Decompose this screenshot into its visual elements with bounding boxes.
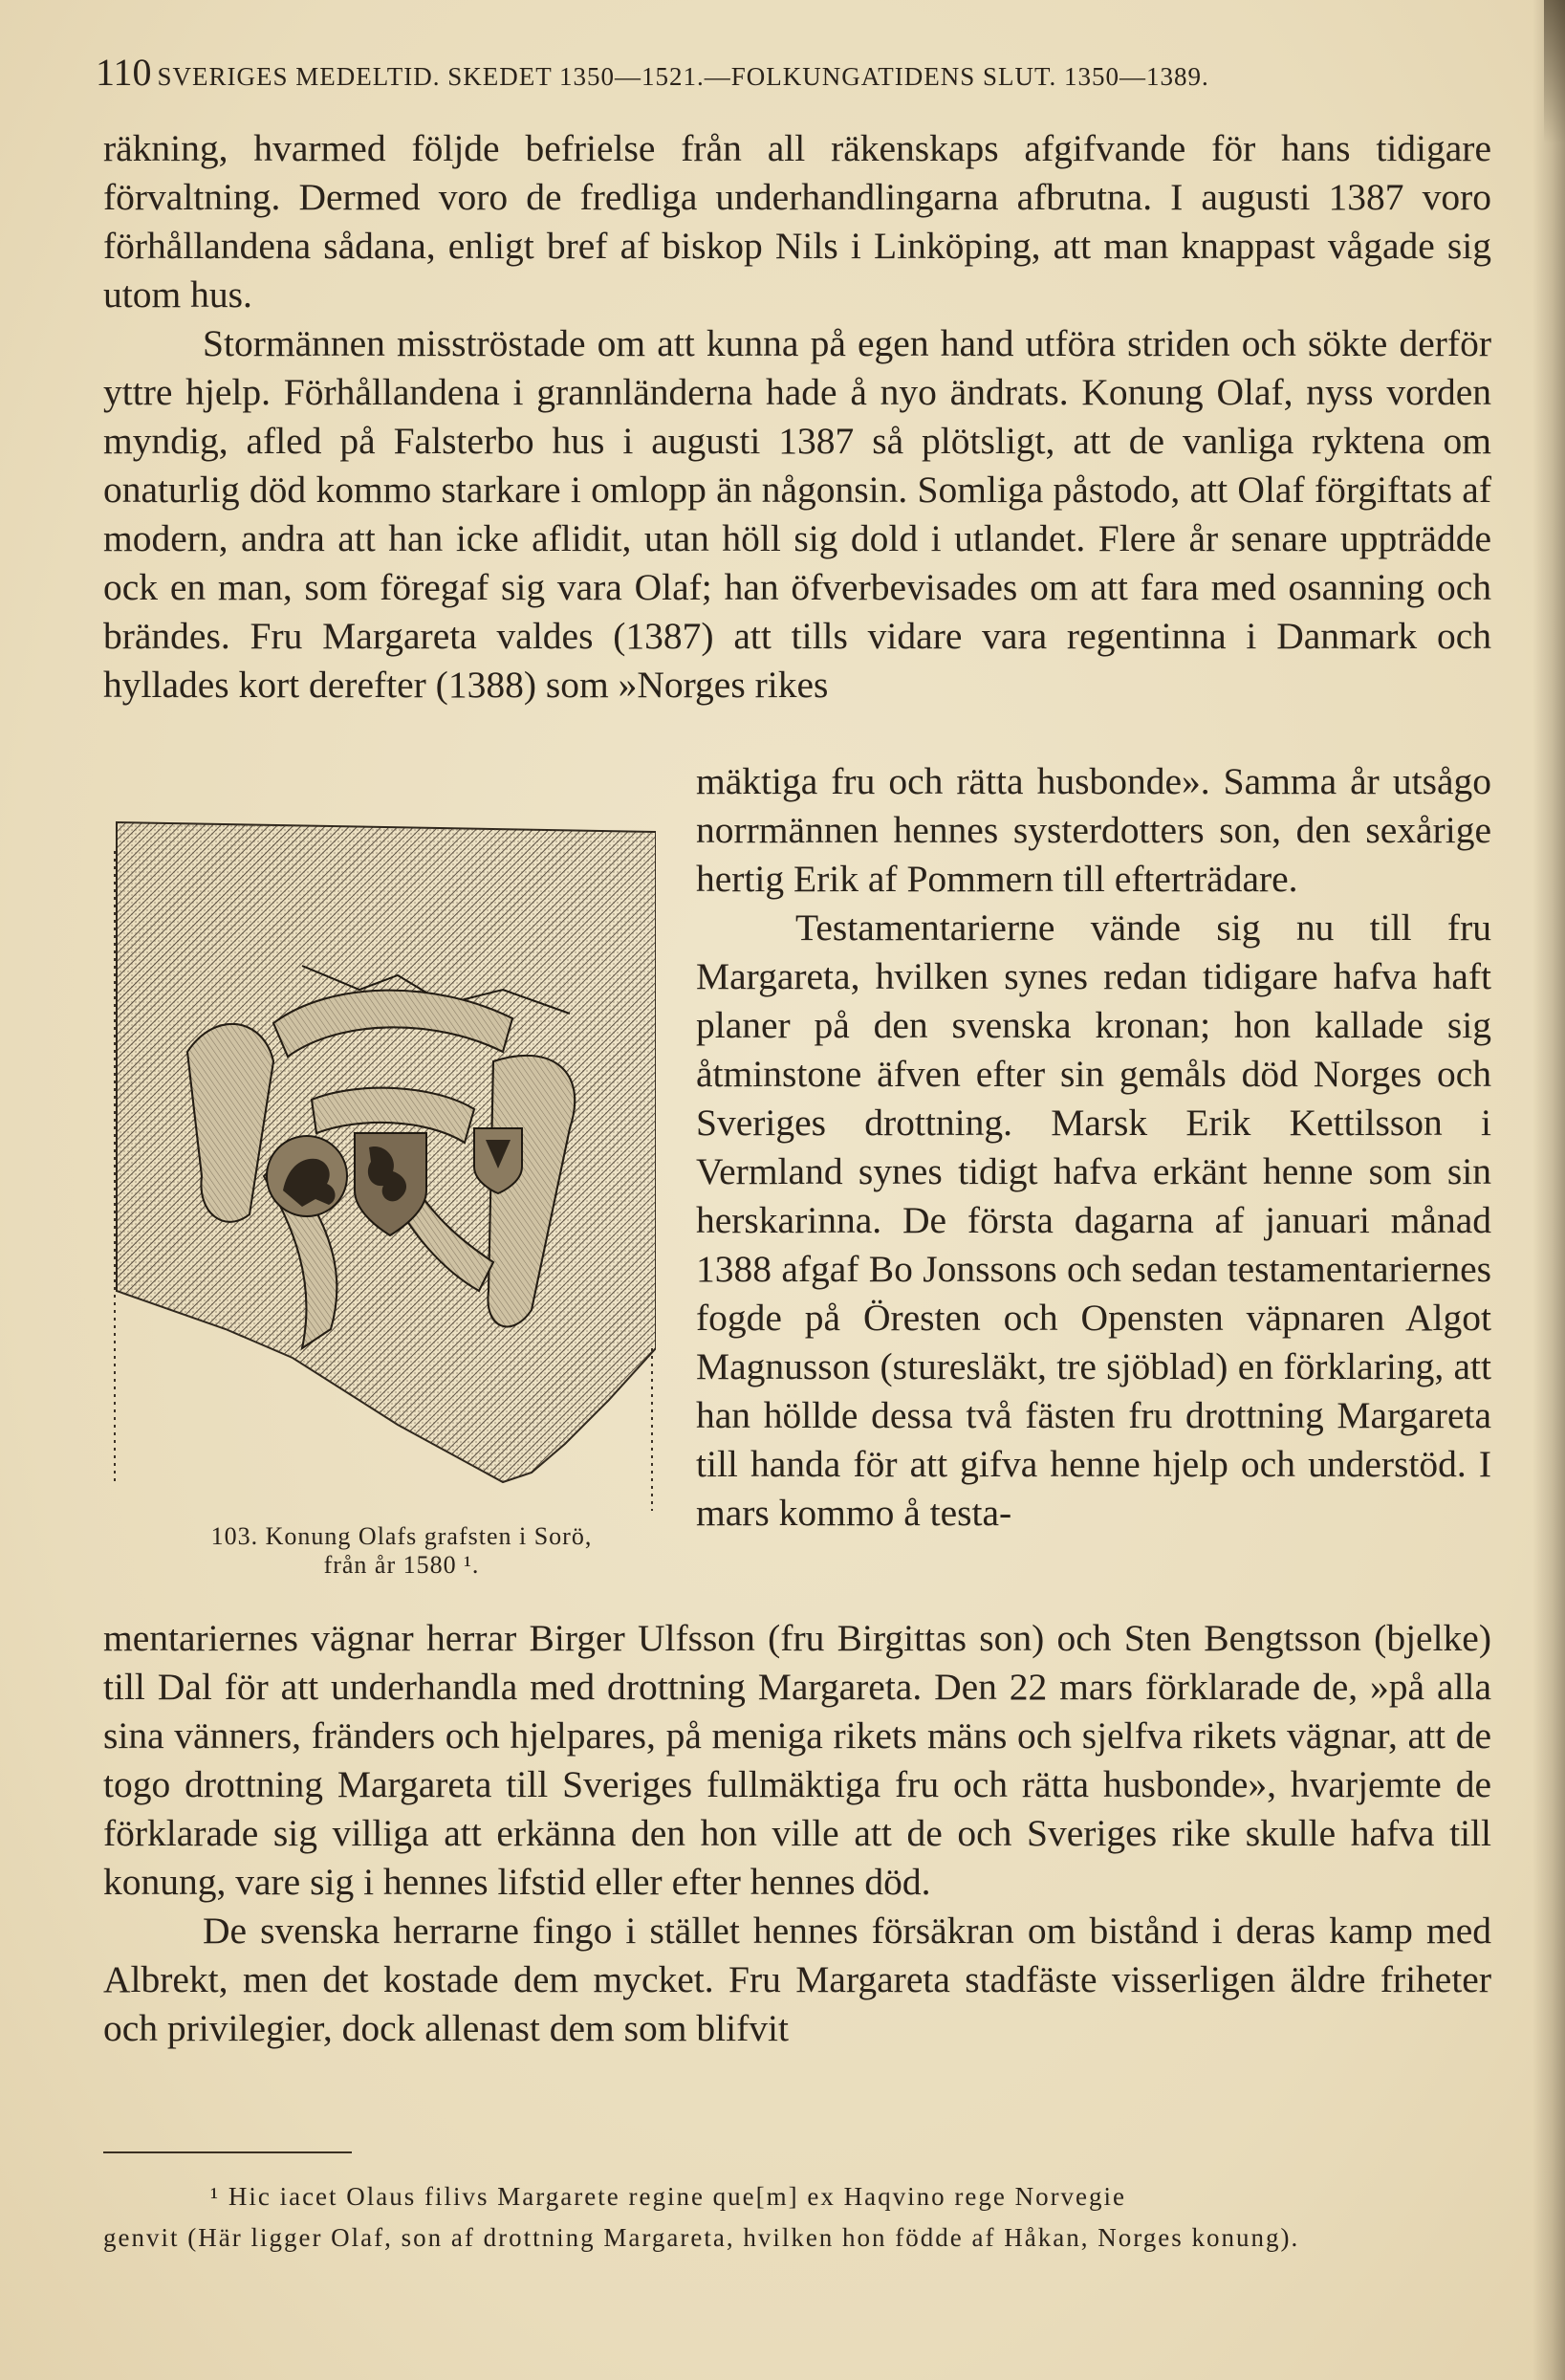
footnote-rule	[103, 2151, 352, 2153]
footnote-line: genvit (Här ligger Olaf, son af drottning Margareta, hvilken hon födde af Håkan, Norges konung).	[103, 2223, 1300, 2252]
figure-caption-line: 103. Konung Olafs grafsten i Sorö,	[210, 1522, 593, 1550]
gravestone-engraving	[111, 813, 656, 1520]
gravestone-illustration	[111, 813, 656, 1520]
paragraph: De svenska herrarne fingo i stället hennes försäkran om bistånd i deras kamp med Albrekt, men det kostade dem mycket. Fru Margareta stadfäste visserligen äldre friheter och privilegier, dock allenast dem som blifvit	[103, 1910, 1491, 2049]
running-head-title: SVERIGES MEDELTID. SKEDET 1350—1521.—FOLKUNGATIDENS SLUT. 1350—1389.	[157, 62, 1209, 91]
figure-caption-line: från år 1580 ¹.	[323, 1551, 480, 1579]
paragraph: mäktiga fru och rätta husbonde». Samma år utsågo norrmännen hennes systerdotters son, den sexårige hertig Erik af Pommern till efterträdare.	[696, 760, 1491, 900]
page-number: 110	[96, 51, 152, 94]
lion-medallion	[267, 1136, 347, 1216]
page-edge-shadow	[1532, 0, 1565, 2380]
body-text-bottom	[103, 1614, 1491, 2053]
running-head	[96, 50, 1530, 95]
footnote-line: ¹ Hic iacet Olaus filivs Margarete regine que[m] ex Haqvino rege Norvegie	[210, 2182, 1127, 2211]
page-corner-shade	[1544, 0, 1565, 143]
figure-caption	[134, 1522, 669, 1580]
body-text-beside-figure	[696, 757, 1491, 1538]
paragraph: Stormännen misströstade om att kunna på egen hand utföra striden och sökte derför yttre hjelp. Förhållandena i grannländerna hade å nyo ändrats. Konung Olaf, nyss vorden myndig, afled på Falsterbo hus i augusti 1387 så plötsligt, att de vanliga ryktena om onaturlig död kommo starkare i omlopp än någonsin. Somliga påstodo, att Olaf förgiftats af modern, andra att han icke aflidit, utan höll sig dold i utlandet. Flere år senare uppträdde ock en man, som föregaf sig vara Olaf; han öfverbevisades om att fara med osanning och brändes. Fru Margareta valdes (1387) att tills vidare vara regentinna i Danmark och hyllades kort derefter (1388) som »Norges rikes	[103, 322, 1491, 706]
paragraph: räkning, hvarmed följde befrielse från all räkenskaps afgifvande för hans tidigare förvaltning. Dermed voro de fredliga underhandlingarna afbrutna. I augusti 1387 voro förhållandena sådana, enligt bref af biskop Nils i Linköping, att man knappast vågade sig utom hus.	[103, 127, 1491, 316]
body-text-top	[103, 124, 1491, 710]
footnote	[103, 2176, 1499, 2259]
paragraph: Testamentarierne vände sig nu till fru Margareta, hvilken synes redan tidigare hafva haft planer på den svenska kronan; hon kallade sig åtminstone äfven efter sin gemåls död Norges och Sveriges drottning. Marsk Erik Kettilsson i Vermland synes tidigt hafva erkänt henne som sin herskarinna. De första dagarna af januari månad 1388 afgaf Bo Jonssons och sedan testamentariernes fogde på Öresten och Opensten väpnaren Algot Magnusson (sturesläkt, tre sjöblad) en förklaring, att han höllde dessa två fästen fru drottning Margareta till handa för att gifva henne hjelp och understöd. I mars kommo å testa-	[696, 906, 1491, 1534]
paragraph: mentariernes vägnar herrar Birger Ulfsson (fru Birgittas son) och Sten Bengtsson (bjelke) till Dal för att underhandla med drottning Margareta. Den 22 mars förklarade de, »på alla sina vänners, fränders och hjelpares, på meniga rikets mäns och sjelfva rikets vägnar, att de togo drottning Margareta till Sveriges fullmäktiga fru och rätta husbonde», hvarjemte de förklarade sig villiga att erkänna den hon ville att de och Sveriges rike skulle hafva till konung, vare sig i hennes lifstid eller efter hennes död.	[103, 1617, 1491, 1903]
